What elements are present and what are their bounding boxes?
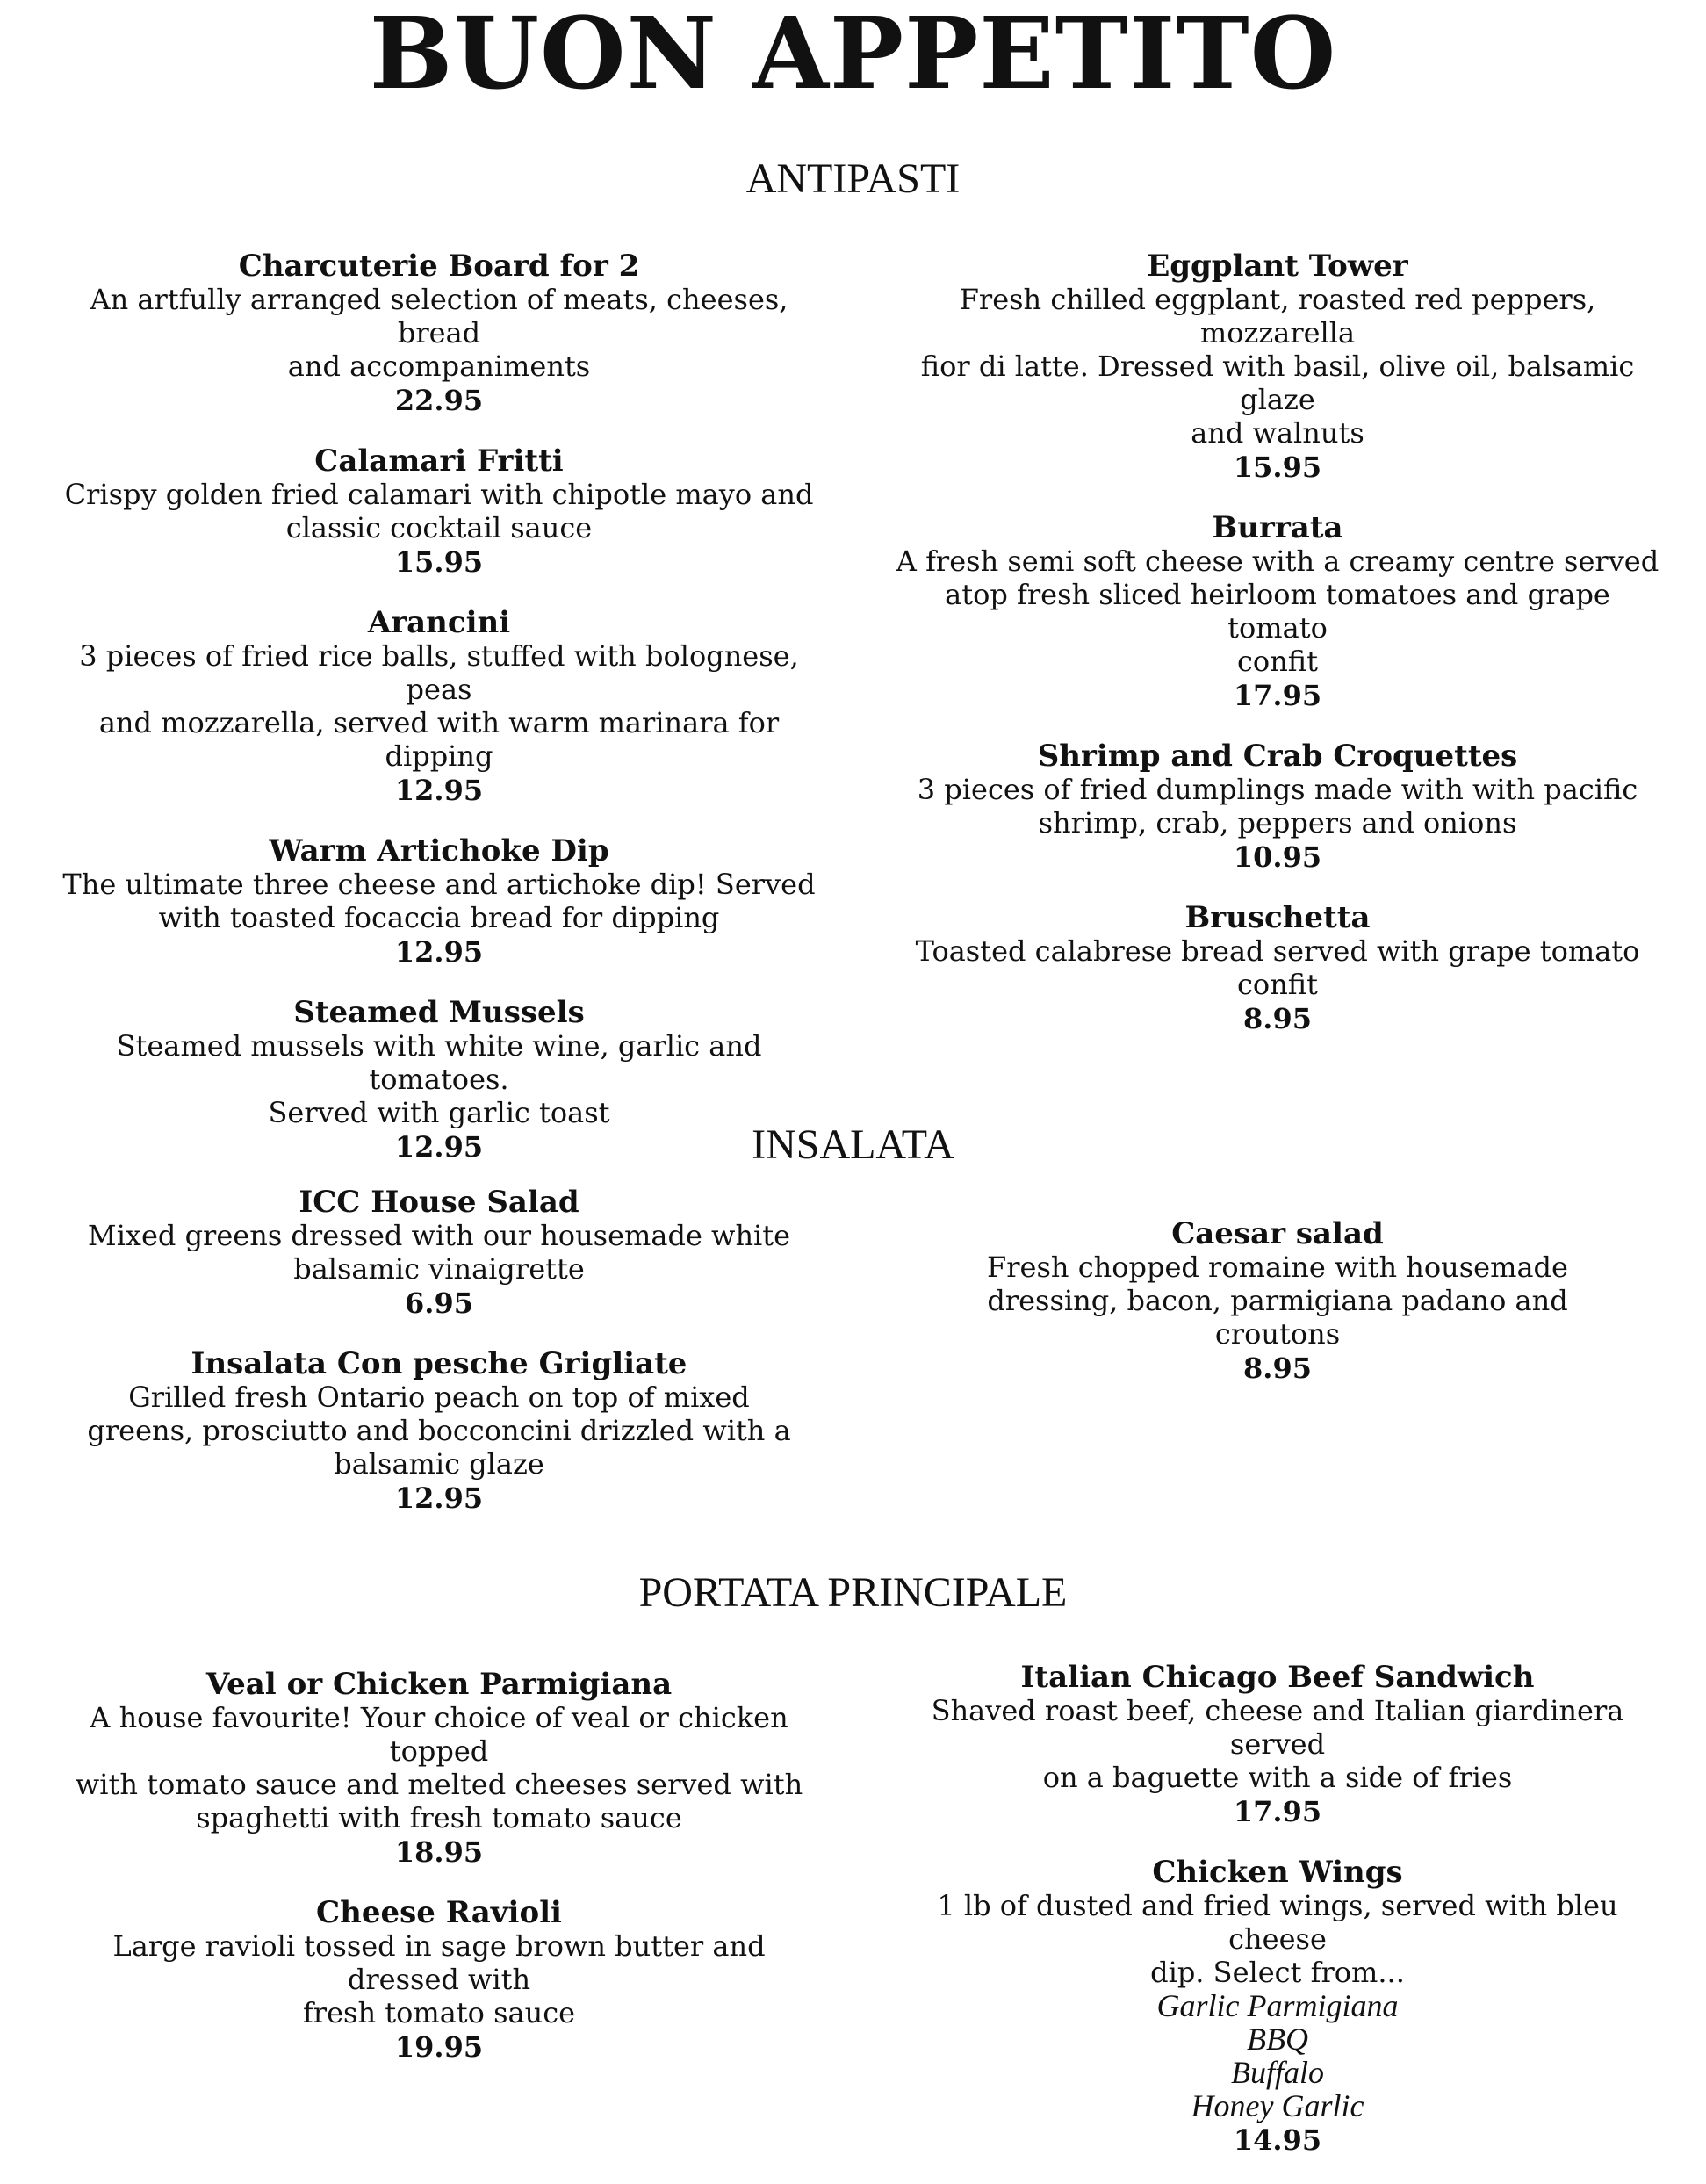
item-name: Burrata <box>1212 510 1343 545</box>
item-description: Steamed mussels with white wine, garlic and tomatoes. Served with garlic toast <box>116 1029 762 1129</box>
item-name: Insalata Con pesche Grigliate <box>191 1346 687 1381</box>
menu-item <box>891 1661 1664 1829</box>
section-heading-principale: PORTATA PRINCIPALE <box>638 1569 1068 1616</box>
item-description: A house favourite! Your choice of veal or chicken topped with tomato sauce and melted cheeses served with spaghetti with fresh tomato sauce <box>75 1701 803 1834</box>
menu-item <box>53 1668 825 1870</box>
item-name: Cheese Ravioli <box>316 1895 562 1930</box>
item-description: Fresh chopped romaine with housemade dressing, bacon, parmigiana padano and croutons <box>987 1251 1568 1351</box>
item-option: Honey Garlic <box>1191 2088 1364 2123</box>
section-heading-insalata: INSALATA <box>752 1121 954 1168</box>
menu-item <box>53 444 825 580</box>
item-description: Grilled fresh Ontario peach on top of mixed greens, prosciutto and bocconcini drizzled with a balsamic glaze <box>87 1380 791 1481</box>
item-price: 8.95 <box>1243 1002 1312 1035</box>
item-price: 8.95 <box>1243 1351 1312 1385</box>
item-option: Buffalo <box>1231 2055 1324 2090</box>
item-name: Shrimp and Crab Croquettes <box>1037 739 1518 774</box>
menu-item <box>891 1217 1664 1386</box>
menu-item <box>891 901 1664 1036</box>
menu-title: BUON APPETITO <box>369 0 1337 112</box>
menu-item <box>53 249 825 418</box>
item-name: Caesar salad <box>1171 1216 1384 1251</box>
antipasti-right-column <box>891 249 1664 1063</box>
item-option: Garlic Parmigiana <box>1156 1988 1399 2023</box>
item-description: 1 lb of dusted and fried wings, served with bleu cheese dip. Select from... <box>937 1889 1618 1989</box>
item-description: 3 pieces of fried dumplings made with with pacific shrimp, crab, peppers and onions <box>917 773 1638 840</box>
item-name: Steamed Mussels <box>293 995 585 1030</box>
item-description: A fresh semi soft cheese with a creamy centre served atop fresh sliced heirloom tomatoes and grape tomato confit <box>896 544 1659 678</box>
item-name: Calamari Fritti <box>314 443 564 479</box>
menu-item <box>891 739 1664 875</box>
menu-item <box>53 834 825 969</box>
item-price: 19.95 <box>394 2030 484 2064</box>
item-description: Fresh chilled eggplant, roasted red peppers, mozzarella fior di latte. Dressed with basil, olive oil, balsamic glaze and walnuts <box>920 283 1635 450</box>
item-price: 12.95 <box>394 1481 484 1515</box>
menu-item <box>891 249 1664 485</box>
menu-item <box>891 511 1664 713</box>
insalata-left-column <box>53 1186 825 1542</box>
item-description: 3 pieces of fried rice balls, stuffed with bolognese, peas and mozzarella, served with warm marinara for dipping <box>79 639 799 773</box>
menu-item <box>53 1896 825 2065</box>
item-price: 6.95 <box>405 1287 473 1320</box>
item-price: 12.95 <box>394 1130 484 1164</box>
item-price: 10.95 <box>1233 840 1322 874</box>
item-price: 12.95 <box>394 774 484 807</box>
menu-item <box>891 1856 1664 2158</box>
item-options <box>891 1989 1664 2123</box>
principale-right-column <box>891 1661 1664 2184</box>
item-price: 18.95 <box>394 1835 484 1869</box>
item-description: Toasted calabrese bread served with grape tomato confit <box>915 934 1640 1001</box>
item-name: Charcuterie Board for 2 <box>238 249 640 284</box>
item-name: Arancini <box>367 605 511 640</box>
insalata-right-column <box>891 1217 1664 1412</box>
item-name: Bruschetta <box>1184 900 1371 935</box>
item-price: 17.95 <box>1233 1795 1322 1828</box>
item-description: Shaved roast beef, cheese and Italian giardinera served on a baguette with a side of fries <box>931 1694 1624 1794</box>
item-price: 12.95 <box>394 935 484 969</box>
item-description: Crispy golden fried calamari with chipotle mayo and classic cocktail sauce <box>64 478 814 544</box>
menu-item <box>53 1186 825 1321</box>
item-name: Chicken Wings <box>1152 1855 1403 1890</box>
item-price: 14.95 <box>1233 2123 1322 2157</box>
item-price: 15.95 <box>394 545 484 579</box>
item-description: An artfully arranged selection of meats, cheeses, bread and accompaniments <box>90 283 788 383</box>
menu-item <box>53 606 825 808</box>
item-description: The ultimate three cheese and artichoke dip! Served with toasted focaccia bread for dipping <box>62 868 816 934</box>
item-price: 22.95 <box>394 384 484 417</box>
item-name: Warm Artichoke Dip <box>269 833 609 869</box>
item-name: ICC House Salad <box>299 1185 579 1220</box>
principale-left-column <box>53 1668 825 2091</box>
item-price: 15.95 <box>1233 450 1322 484</box>
item-price: 17.95 <box>1233 679 1322 712</box>
item-description: Large ravioli tossed in sage brown butter and dressed with fresh tomato sauce <box>112 1929 766 2029</box>
menu-item <box>53 1347 825 1516</box>
item-option: BBQ <box>1247 2022 1308 2057</box>
section-heading-antipasti: ANTIPASTI <box>745 155 961 202</box>
antipasti-left-column <box>53 249 825 1191</box>
item-name: Eggplant Tower <box>1147 249 1408 284</box>
item-description: Mixed greens dressed with our housemade white balsamic vinaigrette <box>87 1219 791 1286</box>
item-name: Veal or Chicken Parmigiana <box>205 1667 673 1702</box>
item-name: Italian Chicago Beef Sandwich <box>1020 1660 1535 1695</box>
